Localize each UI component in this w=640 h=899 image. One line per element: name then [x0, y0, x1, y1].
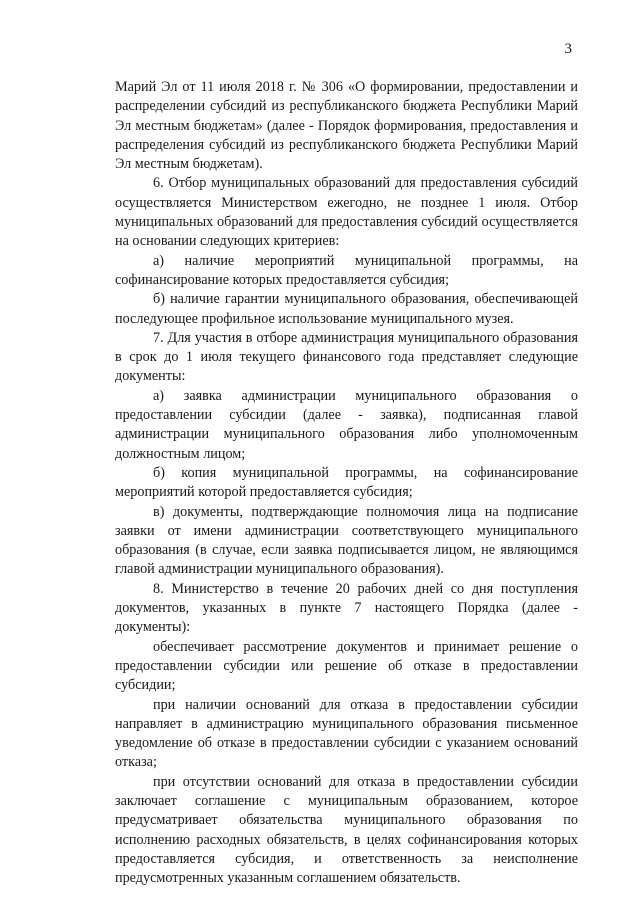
- paragraph-item-6b: б) наличие гарантии муниципального образования, обеспечивающей последующее профильное использование муниципального музея.: [115, 291, 578, 327]
- paragraph-item-8-agreement: при отсутствии оснований для отказа в предоставлении субсидии заключает соглашение с муниципальным образованием, которое предусматривает обязательства муниципального образования по исполнению расходных обязательств, в целях софинансирования которых предоставляется субсидия, и ответственность за неисполнение предусмотренных указанным соглашением обязательств.: [115, 773, 578, 887]
- paragraph-item-7: 7. Для участия в отборе администрация муниципального образования в срок до 1 июля текущего финансового года представляет следующие документы:: [115, 329, 578, 385]
- page-number: 3: [564, 41, 572, 57]
- paragraph-item-7a: а) заявка администрации муниципального образования о предоставлении субсидии (далее - заявка), подписанная главой администрации муниципального образования либо уполномоченным должностным лицом;: [115, 387, 578, 462]
- paragraph-item-8: 8. Министерство в течение 20 рабочих дней со дня поступления документов, указанных в пункте 7 настоящего Порядка (далее - документы):: [115, 580, 578, 636]
- paragraph-item-7b: б) копия муниципальной программы, на софинансирование мероприятий которой предоставляется субсидия;: [115, 464, 578, 501]
- paragraph-item-6: 6. Отбор муниципальных образований для предоставления субсидий осуществляется Министерством ежегодно, не позднее 1 июля. Отбор муниципальных образований для предоставления субсидий осуществляется на основании следующих критериев:: [115, 175, 578, 250]
- paragraph-intro-continuation: Марий Эл от 11 июля 2018 г. № 306 «О формировании, предоставлении и распределении субсидий из республиканского бюджета Республики Марий Эл местным бюджетам» (далее - Порядок формирования, предоставления и распределения субсидий из республиканского бюджета Республики Марий Эл местным бюджетам).: [115, 79, 578, 173]
- document-body: [115, 78, 578, 888]
- paragraph-item-8-review: обеспечивает рассмотрение документов и принимает решение о предоставлении субсидии или решение об отказе в предоставлении субсидии;: [115, 638, 578, 694]
- paragraph-item-8-refusal: при наличии оснований для отказа в предоставлении субсидии направляет в администрацию муниципального образования письменное уведомление об отказе в предоставлении субсидии с указанием оснований отказа;: [115, 696, 578, 771]
- paragraph-item-7v: в) документы, подтверждающие полномочия лица на подписание заявки от имени администрации соответствующего муниципального образования (в случае, если заявка подписывается лицом, не являющимся главой администрации муниципального образования).: [115, 503, 578, 578]
- paragraph-item-6a: а) наличие мероприятий муниципальной программы, на софинансирование которых предоставляется субсидия;: [115, 252, 578, 288]
